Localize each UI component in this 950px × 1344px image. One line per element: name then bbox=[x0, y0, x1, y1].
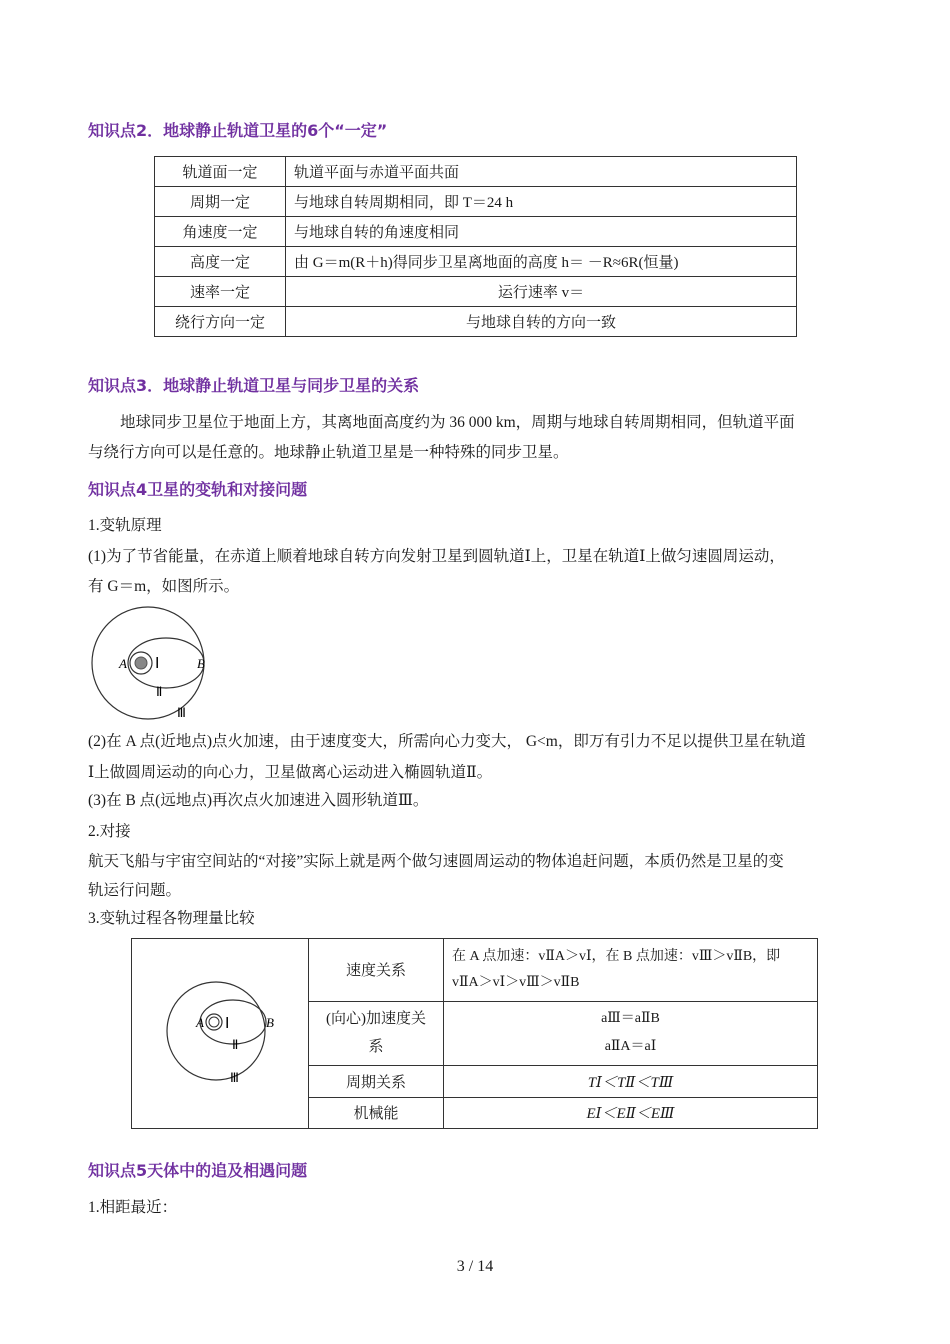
label-b: B bbox=[266, 1015, 274, 1030]
paragraph-line: 与绕行方向可以是任意的。地球静止轨道卫星是一种特殊的同步卫星。 bbox=[88, 444, 569, 461]
page-number: 3 / 14 bbox=[456, 1258, 494, 1275]
orbit-3-label: Ⅲ bbox=[177, 705, 186, 720]
table-row bbox=[155, 217, 797, 247]
table-row bbox=[132, 939, 818, 1002]
table-row bbox=[155, 247, 797, 277]
label-a: A bbox=[196, 1015, 204, 1030]
heading-knowledge-point-2: 知识点2．地球静止轨道卫星的6个“一定” bbox=[88, 121, 388, 140]
row-value: 由 G＝m(R＋h)得同步卫星离地面的高度 h＝ －R≈6R(恒量) bbox=[286, 247, 797, 277]
orbit-1-label: Ⅰ bbox=[155, 656, 160, 672]
row-value: 轨道平面与赤道平面共面 bbox=[286, 157, 797, 187]
accel-label-line-2: 系 bbox=[368, 1039, 384, 1056]
subheading: 1.变轨原理 bbox=[88, 517, 162, 534]
table-row bbox=[155, 157, 797, 187]
heading-knowledge-point-3: 知识点3．地球静止轨道卫星与同步卫星的关系 bbox=[88, 376, 420, 395]
row-value: 与地球自转的方向一致 bbox=[286, 307, 797, 337]
accel-line-2: aⅡA＝aⅠ bbox=[604, 1039, 657, 1055]
subheading: 1.相距最近： bbox=[88, 1199, 178, 1216]
row-value: 运行速率 v＝ bbox=[286, 277, 797, 307]
speed-line-1: 在 A 点加速：vⅡA＞vⅠ，在 B 点加速：vⅢ＞vⅡB，即 bbox=[452, 948, 781, 964]
energy-value: EⅠ＜EⅡ＜EⅢ bbox=[444, 1097, 818, 1128]
orbit-2-label: Ⅱ bbox=[232, 1037, 239, 1052]
row-label: 轨道面一定 bbox=[155, 157, 286, 187]
accel-line-1: aⅢ＝aⅡB bbox=[601, 1011, 660, 1027]
orbit-3-label: Ⅲ bbox=[230, 1070, 239, 1085]
geostationary-table bbox=[154, 156, 797, 337]
paragraph-line: 轨运行问题。 bbox=[88, 882, 182, 899]
paragraph-line: (1)为了节省能量，在赤道上顺着地球自转方向发射卫星到圆轨道Ⅰ上，卫星在轨道Ⅰ上做匀速圆周运动， bbox=[88, 548, 785, 565]
subheading: 3.变轨过程各物理量比较 bbox=[88, 910, 255, 927]
period-label: 周期关系 bbox=[309, 1066, 444, 1097]
acceleration-value bbox=[444, 1001, 818, 1066]
heading-knowledge-point-4: 知识点4卫星的变轨和对接问题 bbox=[88, 480, 308, 499]
row-label: 高度一定 bbox=[155, 247, 286, 277]
speed-label: 速度关系 bbox=[309, 939, 444, 1002]
orbit-figure-1 bbox=[84, 604, 219, 727]
speed-value bbox=[444, 939, 818, 1002]
table-row bbox=[155, 307, 797, 337]
table-row bbox=[155, 277, 797, 307]
row-label: 速率一定 bbox=[155, 277, 286, 307]
speed-line-2: vⅡA＞vⅠ＞vⅢ＞vⅡB bbox=[452, 974, 580, 990]
orbit-2-label: Ⅱ bbox=[156, 684, 163, 699]
orbit-figure-2 bbox=[132, 939, 308, 1123]
energy-label: 机械能 bbox=[309, 1097, 444, 1128]
paragraph-line: (2)在 A 点(近地点)点火加速，由于速度变大，所需向心力变大， G<m，即万有引力不足以提供卫星在轨道 bbox=[88, 733, 806, 750]
paragraph-line: Ⅰ上做圆周运动的向心力，卫星做离心运动进入椭圆轨道Ⅱ。 bbox=[88, 764, 493, 781]
figure-cell bbox=[132, 939, 309, 1129]
paragraph-line: 地球同步卫星位于地面上方，其离地面高度约为 36 000 km，周期与地球自转周期相同，但轨道平面 bbox=[120, 414, 795, 431]
row-label: 绕行方向一定 bbox=[155, 307, 286, 337]
heading-knowledge-point-5: 知识点5天体中的追及相遇问题 bbox=[88, 1161, 308, 1180]
orbit-1-label: Ⅰ bbox=[225, 1016, 230, 1032]
table-row bbox=[155, 187, 797, 217]
paragraph-line: 航天飞船与宇宙空间站的“对接”实际上就是两个做匀速圆周运动的物体追赶问题，本质仍然是卫星的变 bbox=[88, 853, 784, 870]
orbit-comparison-table bbox=[131, 938, 818, 1129]
accel-label-line-1: (向心)加速度关 bbox=[326, 1011, 426, 1028]
row-value: 与地球自转周期相同，即 T＝24 h bbox=[286, 187, 797, 217]
row-value: 与地球自转的角速度相同 bbox=[286, 217, 797, 247]
row-label: 周期一定 bbox=[155, 187, 286, 217]
label-a: A bbox=[119, 656, 127, 671]
paragraph-line: 有 G＝m，如图所示。 bbox=[88, 578, 240, 595]
subheading: 2.对接 bbox=[88, 823, 131, 840]
acceleration-label bbox=[309, 1001, 444, 1066]
label-b: B bbox=[197, 656, 205, 671]
period-value: TⅠ＜TⅡ＜TⅢ bbox=[444, 1066, 818, 1097]
paragraph-line: (3)在 B 点(远地点)再次点火加速进入圆形轨道Ⅲ。 bbox=[88, 792, 429, 809]
row-label: 角速度一定 bbox=[155, 217, 286, 247]
